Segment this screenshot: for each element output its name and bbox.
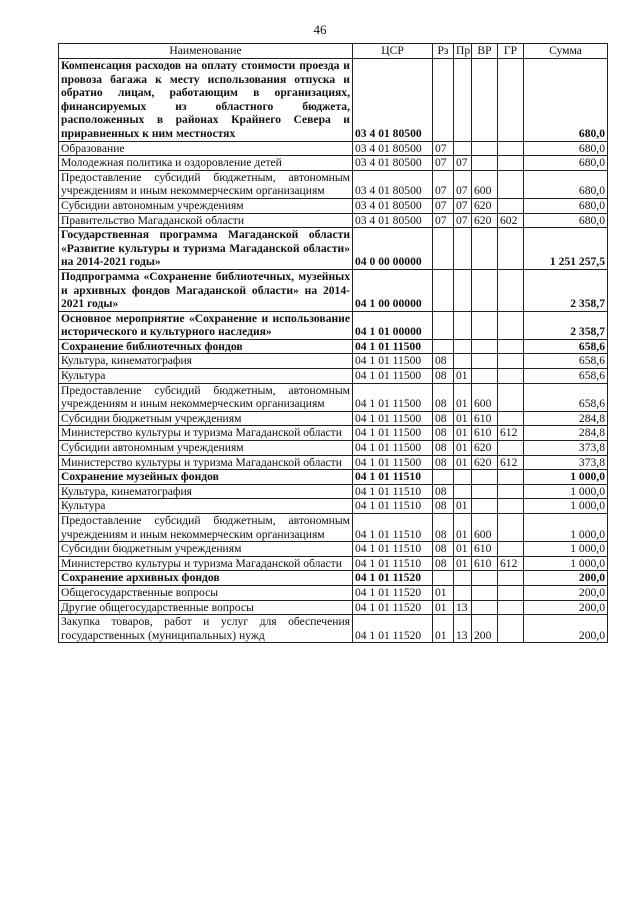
cell-sum: 658,6 xyxy=(524,354,608,369)
cell-pr xyxy=(454,311,472,339)
cell-csr: 03 4 01 80500 xyxy=(353,170,433,198)
table-row xyxy=(59,198,608,213)
cell-name: Субсидии бюджетным учреждениям xyxy=(59,542,353,557)
cell-csr: 04 1 01 11500 xyxy=(353,426,433,441)
cell-rz: 07 xyxy=(433,213,454,228)
cell-vr xyxy=(472,311,498,339)
table-row xyxy=(59,571,608,586)
cell-pr xyxy=(454,59,472,142)
cell-name: Субсидии автономным учреждениям xyxy=(59,198,353,213)
cell-sum: 680,0 xyxy=(524,170,608,198)
cell-gr: 602 xyxy=(498,213,524,228)
cell-sum: 680,0 xyxy=(524,198,608,213)
cell-sum: 2 358,7 xyxy=(524,311,608,339)
table-row xyxy=(59,411,608,426)
cell-pr: 01 xyxy=(454,455,472,470)
cell-name: Общегосударственные вопросы xyxy=(59,585,353,600)
cell-vr: 610 xyxy=(472,556,498,571)
cell-pr: 01 xyxy=(454,542,472,557)
cell-name: Субсидии автономным учреждениям xyxy=(59,441,353,456)
cell-gr xyxy=(498,269,524,311)
cell-rz: 08 xyxy=(433,514,454,542)
cell-rz xyxy=(433,571,454,586)
table-row xyxy=(59,269,608,311)
cell-rz xyxy=(433,59,454,142)
table-row xyxy=(59,141,608,156)
cell-pr: 01 xyxy=(454,411,472,426)
table-row xyxy=(59,615,608,643)
cell-name: Культура, кинематография xyxy=(59,484,353,499)
table-row xyxy=(59,455,608,470)
table-row xyxy=(59,585,608,600)
cell-gr xyxy=(498,499,524,514)
cell-sum: 1 000,0 xyxy=(524,499,608,514)
cell-pr: 01 xyxy=(454,514,472,542)
cell-name: Министерство культуры и туризма Магаданской области xyxy=(59,426,353,441)
cell-rz: 08 xyxy=(433,455,454,470)
cell-name: Закупка товаров, работ и услуг для обеспечения государственных (муниципальных) нужд xyxy=(59,615,353,643)
cell-csr: 04 1 01 11520 xyxy=(353,571,433,586)
cell-sum: 680,0 xyxy=(524,213,608,228)
cell-rz: 08 xyxy=(433,542,454,557)
cell-csr: 04 1 01 11520 xyxy=(353,585,433,600)
cell-vr xyxy=(472,369,498,384)
cell-csr: 03 4 01 80500 xyxy=(353,59,433,142)
cell-csr: 04 1 01 11510 xyxy=(353,542,433,557)
table-row xyxy=(59,470,608,485)
cell-sum: 284,8 xyxy=(524,426,608,441)
cell-vr: 620 xyxy=(472,441,498,456)
cell-vr xyxy=(472,470,498,485)
cell-sum: 680,0 xyxy=(524,156,608,171)
cell-sum: 200,0 xyxy=(524,615,608,643)
cell-name: Сохранение библиотечных фондов xyxy=(59,339,353,354)
cell-vr xyxy=(472,269,498,311)
table-row xyxy=(59,311,608,339)
cell-name: Правительство Магаданской области xyxy=(59,213,353,228)
cell-vr: 620 xyxy=(472,455,498,470)
cell-csr: 04 1 01 11510 xyxy=(353,556,433,571)
cell-pr: 01 xyxy=(454,369,472,384)
table-row xyxy=(59,339,608,354)
cell-gr xyxy=(498,311,524,339)
cell-pr: 01 xyxy=(454,383,472,411)
cell-rz xyxy=(433,339,454,354)
column-header-sum: Сумма xyxy=(524,44,608,59)
column-header-pr: Пр xyxy=(454,44,472,59)
cell-csr: 03 4 01 80500 xyxy=(353,156,433,171)
cell-vr: 610 xyxy=(472,426,498,441)
cell-csr: 04 1 00 00000 xyxy=(353,269,433,311)
cell-vr xyxy=(472,499,498,514)
cell-rz: 08 xyxy=(433,556,454,571)
table-row xyxy=(59,499,608,514)
cell-sum: 2 358,7 xyxy=(524,269,608,311)
cell-vr xyxy=(472,339,498,354)
cell-gr xyxy=(498,514,524,542)
cell-csr: 04 1 01 11500 xyxy=(353,455,433,470)
table-row xyxy=(59,441,608,456)
cell-pr xyxy=(454,339,472,354)
cell-rz xyxy=(433,311,454,339)
table-row xyxy=(59,59,608,142)
cell-sum: 1 000,0 xyxy=(524,514,608,542)
cell-gr xyxy=(498,170,524,198)
cell-csr: 04 1 01 11500 xyxy=(353,441,433,456)
table-row xyxy=(59,213,608,228)
cell-pr: 01 xyxy=(454,499,472,514)
cell-name: Сохранение архивных фондов xyxy=(59,571,353,586)
cell-vr xyxy=(472,141,498,156)
cell-vr: 620 xyxy=(472,213,498,228)
cell-gr xyxy=(498,542,524,557)
cell-pr xyxy=(454,269,472,311)
cell-name: Сохранение музейных фондов xyxy=(59,470,353,485)
cell-pr: 01 xyxy=(454,556,472,571)
cell-name: Другие общегосударственные вопросы xyxy=(59,600,353,615)
cell-pr xyxy=(454,470,472,485)
table-row xyxy=(59,170,608,198)
cell-sum: 1 000,0 xyxy=(524,556,608,571)
table-row xyxy=(59,156,608,171)
cell-csr: 04 1 01 11520 xyxy=(353,615,433,643)
cell-vr xyxy=(472,354,498,369)
cell-rz: 08 xyxy=(433,369,454,384)
cell-sum: 200,0 xyxy=(524,600,608,615)
table-row xyxy=(59,514,608,542)
cell-rz xyxy=(433,228,454,270)
table-row xyxy=(59,369,608,384)
cell-gr xyxy=(498,411,524,426)
cell-csr: 03 4 01 80500 xyxy=(353,141,433,156)
cell-sum: 658,6 xyxy=(524,369,608,384)
cell-pr xyxy=(454,354,472,369)
column-header-gr: ГР xyxy=(498,44,524,59)
cell-sum: 658,6 xyxy=(524,383,608,411)
cell-sum: 658,6 xyxy=(524,339,608,354)
cell-gr xyxy=(498,141,524,156)
column-header-rz: Рз xyxy=(433,44,454,59)
cell-pr: 13 xyxy=(454,615,472,643)
cell-gr xyxy=(498,441,524,456)
column-header-vr: ВР xyxy=(472,44,498,59)
cell-sum: 200,0 xyxy=(524,571,608,586)
cell-vr xyxy=(472,156,498,171)
cell-rz: 07 xyxy=(433,198,454,213)
cell-name: Культура xyxy=(59,499,353,514)
cell-name: Предоставление субсидий бюджетным, автономным учреждениям и иным некоммерческим организациям xyxy=(59,514,353,542)
cell-gr xyxy=(498,470,524,485)
cell-gr xyxy=(498,198,524,213)
cell-gr xyxy=(498,228,524,270)
cell-gr xyxy=(498,156,524,171)
table-row xyxy=(59,383,608,411)
cell-csr: 04 1 01 11510 xyxy=(353,484,433,499)
cell-pr xyxy=(454,585,472,600)
table-row xyxy=(59,354,608,369)
cell-gr xyxy=(498,369,524,384)
cell-pr: 07 xyxy=(454,156,472,171)
cell-name: Образование xyxy=(59,141,353,156)
table-row xyxy=(59,426,608,441)
cell-csr: 04 1 01 11510 xyxy=(353,499,433,514)
cell-name: Основное мероприятие «Сохранение и использование исторического и культурного наследия» xyxy=(59,311,353,339)
cell-sum: 200,0 xyxy=(524,585,608,600)
cell-rz: 08 xyxy=(433,426,454,441)
cell-name: Государственная программа Магаданской области «Развитие культуры и туризма Магаданской области» на 2014-2021 годы» xyxy=(59,228,353,270)
cell-vr xyxy=(472,484,498,499)
cell-pr: 07 xyxy=(454,170,472,198)
table-body xyxy=(59,59,608,643)
cell-csr: 04 1 01 11500 xyxy=(353,383,433,411)
table-row xyxy=(59,556,608,571)
cell-name: Предоставление субсидий бюджетным, автономным учреждениям и иным некоммерческим организациям xyxy=(59,383,353,411)
cell-rz: 08 xyxy=(433,411,454,426)
page-number: 46 xyxy=(313,22,327,37)
cell-rz: 08 xyxy=(433,354,454,369)
cell-sum: 284,8 xyxy=(524,411,608,426)
cell-sum: 1 000,0 xyxy=(524,484,608,499)
table-row xyxy=(59,228,608,270)
cell-name: Культура xyxy=(59,369,353,384)
budget-table xyxy=(58,43,608,643)
cell-rz: 07 xyxy=(433,141,454,156)
cell-gr xyxy=(498,484,524,499)
cell-rz: 01 xyxy=(433,585,454,600)
cell-vr: 600 xyxy=(472,170,498,198)
cell-gr xyxy=(498,615,524,643)
cell-csr: 04 1 01 11510 xyxy=(353,514,433,542)
cell-name: Субсидии бюджетным учреждениям xyxy=(59,411,353,426)
cell-pr xyxy=(454,571,472,586)
cell-rz xyxy=(433,470,454,485)
cell-csr: 04 1 01 11500 xyxy=(353,369,433,384)
cell-name: Министерство культуры и туризма Магаданской области xyxy=(59,556,353,571)
cell-sum: 680,0 xyxy=(524,59,608,142)
cell-vr xyxy=(472,228,498,270)
cell-gr xyxy=(498,59,524,142)
cell-csr: 04 1 01 11510 xyxy=(353,470,433,485)
cell-gr xyxy=(498,600,524,615)
cell-rz xyxy=(433,269,454,311)
cell-csr: 04 1 01 11520 xyxy=(353,600,433,615)
cell-rz: 07 xyxy=(433,156,454,171)
cell-vr xyxy=(472,59,498,142)
cell-sum: 373,8 xyxy=(524,455,608,470)
cell-gr xyxy=(498,339,524,354)
column-header-csr: ЦСР xyxy=(353,44,433,59)
cell-rz: 08 xyxy=(433,499,454,514)
cell-gr xyxy=(498,383,524,411)
cell-sum: 373,8 xyxy=(524,441,608,456)
table-row xyxy=(59,600,608,615)
cell-name: Молодежная политика и оздоровление детей xyxy=(59,156,353,171)
cell-gr: 612 xyxy=(498,556,524,571)
cell-vr: 610 xyxy=(472,411,498,426)
cell-vr: 620 xyxy=(472,198,498,213)
cell-vr: 600 xyxy=(472,514,498,542)
cell-sum: 680,0 xyxy=(524,141,608,156)
cell-gr: 612 xyxy=(498,455,524,470)
cell-rz: 08 xyxy=(433,484,454,499)
cell-sum: 1 251 257,5 xyxy=(524,228,608,270)
table-row xyxy=(59,484,608,499)
cell-rz: 07 xyxy=(433,170,454,198)
cell-sum: 1 000,0 xyxy=(524,542,608,557)
cell-vr: 200 xyxy=(472,615,498,643)
table-header-row xyxy=(59,44,608,59)
cell-gr xyxy=(498,354,524,369)
cell-csr: 04 1 01 11500 xyxy=(353,411,433,426)
cell-pr: 07 xyxy=(454,213,472,228)
cell-name: Подпрограмма «Сохранение библиотечных, музейных и архивных фондов Магаданской области» на 2014-2021 годы» xyxy=(59,269,353,311)
cell-pr xyxy=(454,228,472,270)
cell-gr xyxy=(498,571,524,586)
cell-csr: 04 1 01 11500 xyxy=(353,339,433,354)
cell-name: Компенсация расходов на оплату стоимости проезда и провоза багажа к месту использования отпуска и обратно лицам, работающим в организациях, финансируемых из областного бюджета, расположенных в районах Крайнего Севера и приравненных к ним местностях xyxy=(59,59,353,142)
cell-vr: 600 xyxy=(472,383,498,411)
column-header-name: Наименование xyxy=(59,44,353,59)
cell-pr: 01 xyxy=(454,426,472,441)
cell-pr: 07 xyxy=(454,198,472,213)
cell-rz: 01 xyxy=(433,600,454,615)
cell-name: Министерство культуры и туризма Магаданской области xyxy=(59,455,353,470)
table-row xyxy=(59,542,608,557)
cell-name: Культура, кинематография xyxy=(59,354,353,369)
cell-vr xyxy=(472,585,498,600)
cell-csr: 03 4 01 80500 xyxy=(353,213,433,228)
cell-sum: 1 000,0 xyxy=(524,470,608,485)
cell-gr: 612 xyxy=(498,426,524,441)
cell-rz: 08 xyxy=(433,441,454,456)
cell-pr: 13 xyxy=(454,600,472,615)
cell-vr xyxy=(472,571,498,586)
cell-csr: 04 0 00 00000 xyxy=(353,228,433,270)
cell-pr: 01 xyxy=(454,441,472,456)
cell-csr: 03 4 01 80500 xyxy=(353,198,433,213)
cell-vr: 610 xyxy=(472,542,498,557)
cell-pr xyxy=(454,141,472,156)
cell-gr xyxy=(498,585,524,600)
cell-rz: 01 xyxy=(433,615,454,643)
cell-pr xyxy=(454,484,472,499)
cell-name: Предоставление субсидий бюджетным, автономным учреждениям и иным некоммерческим организациям xyxy=(59,170,353,198)
cell-vr xyxy=(472,600,498,615)
cell-rz: 08 xyxy=(433,383,454,411)
cell-csr: 04 1 01 11500 xyxy=(353,354,433,369)
cell-csr: 04 1 01 00000 xyxy=(353,311,433,339)
